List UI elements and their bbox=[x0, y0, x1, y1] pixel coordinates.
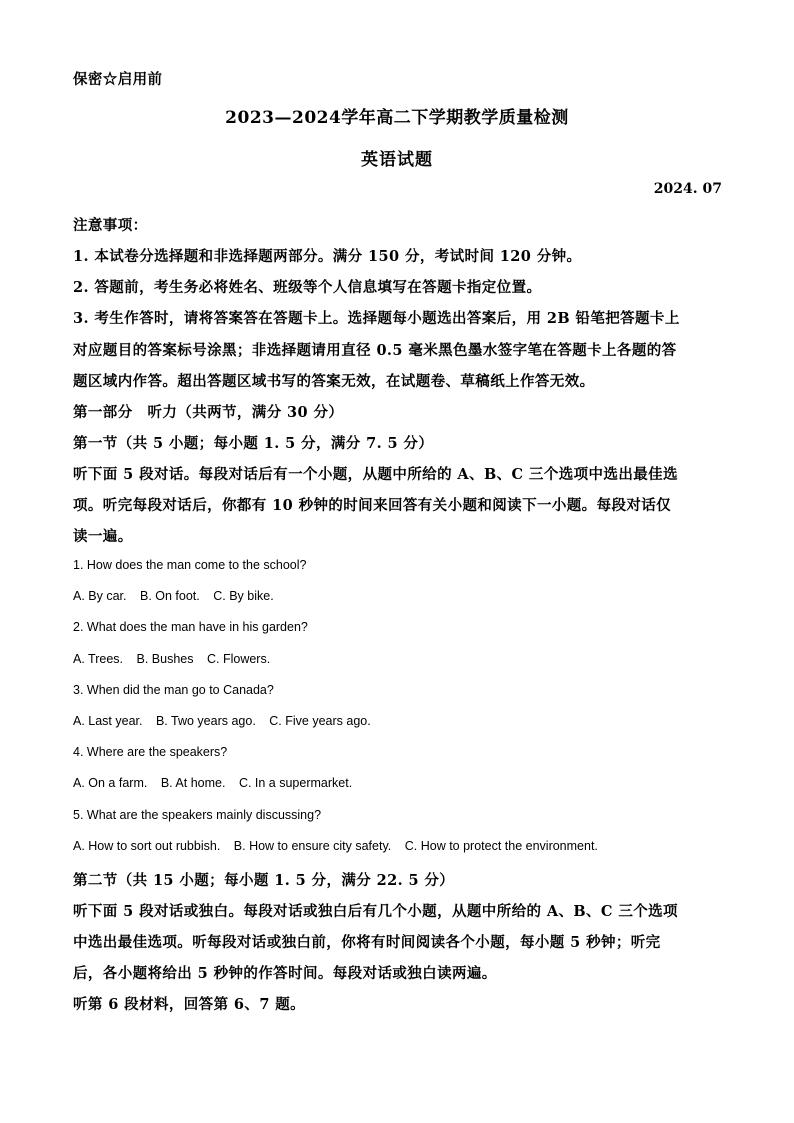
option: B. Two years ago. bbox=[155, 714, 256, 728]
option: C. Five years ago. bbox=[269, 714, 371, 728]
exam-title: 2023—2024学年高二下学期教学质量检测 bbox=[225, 108, 569, 128]
option: B. Bushes bbox=[136, 652, 194, 666]
section1-instruction: 项。听完每段对话后，你都有 10 秒钟的时间来回答有关小题和阅读下一小题。每段对话仅 bbox=[73, 497, 672, 514]
section2-instruction: 中选出最佳选项。听每段对话或独白前，你将有时间阅读各个小题，每小题 5 秒钟；听完 bbox=[73, 934, 661, 951]
question-options bbox=[73, 714, 381, 728]
section1-instruction: 听下面 5 段对话。每段对话后有一个小题，从题中所给的 A、B、C 三个选项中选出最佳选 bbox=[73, 466, 678, 483]
notice-line: 1. 本试卷分选择题和非选择题两部分。满分 150 分，考试时间 120 分钟。 bbox=[73, 248, 582, 265]
section1-heading: 第一节（共 5 小题；每小题 1. 5 分，满分 7. 5 分） bbox=[73, 435, 434, 452]
question-text: 1. How does the man come to the school? bbox=[73, 558, 307, 572]
option: C. Flowers. bbox=[206, 652, 271, 666]
notice-line: 题区域内作答。超出答题区域书写的答案无效，在试题卷、草稿纸上作答无效。 bbox=[73, 373, 595, 390]
question-text: 4. Where are the speakers? bbox=[73, 745, 228, 759]
option: A. Trees. bbox=[73, 652, 124, 666]
option: A. On a farm. bbox=[73, 776, 148, 790]
section2-instruction: 后，各小题将给出 5 秒钟的作答时间。每段对话或独白读两遍。 bbox=[73, 965, 497, 982]
question-text: 2. What does the man have in his garden? bbox=[73, 620, 308, 634]
notice-line: 对应题目的答案标号涂黑；非选择题请用直径 0.5 毫米黑色墨水签字笔在答题卡上各题的答 bbox=[73, 342, 677, 359]
section2-instruction: 听下面 5 段对话或独白。每段对话或独白后有几个小题，从题中所给的 A、B、C 三个选项 bbox=[73, 903, 678, 920]
section2-heading: 第二节（共 15 小题；每小题 1. 5 分，满分 22. 5 分） bbox=[73, 872, 455, 889]
option: A. How to sort out rubbish. bbox=[73, 839, 221, 853]
option: C. In a supermarket. bbox=[238, 776, 353, 790]
material-note: 听第 6 段材料，回答第 6、7 题。 bbox=[73, 996, 306, 1013]
question-text: 5. What are the speakers mainly discussing? bbox=[73, 808, 322, 822]
section1-instruction: 读一遍。 bbox=[73, 528, 133, 545]
notice-line: 2. 答题前，考生务必将姓名、班级等个人信息填写在答题卡指定位置。 bbox=[73, 279, 542, 296]
option: C. How to protect the environment. bbox=[404, 839, 598, 853]
option: C. By bike. bbox=[213, 589, 274, 603]
question-options bbox=[73, 589, 284, 603]
notice-heading: 注意事项： bbox=[73, 217, 148, 234]
question-options bbox=[73, 839, 608, 853]
exam-date: 2024. 07 bbox=[653, 181, 722, 197]
option: B. On foot. bbox=[139, 589, 200, 603]
question-text: 3. When did the man go to Canada? bbox=[73, 683, 274, 697]
part1-heading: 第一部分 听力（共两节，满分 30 分） bbox=[73, 404, 344, 421]
option: B. At home. bbox=[160, 776, 226, 790]
option: B. How to ensure city safety. bbox=[233, 839, 392, 853]
subject-title: 英语试题 bbox=[361, 150, 433, 170]
question-options bbox=[73, 652, 280, 666]
option: A. Last year. bbox=[73, 714, 143, 728]
secrecy-label: 保密☆启用前 bbox=[73, 71, 163, 88]
notice-line: 3. 考生作答时，请将答案答在答题卡上。选择题每小题选出答案后，用 2B 铅笔把答题卡上 bbox=[73, 310, 680, 327]
question-options bbox=[73, 776, 362, 790]
option: A. By car. bbox=[73, 589, 127, 603]
